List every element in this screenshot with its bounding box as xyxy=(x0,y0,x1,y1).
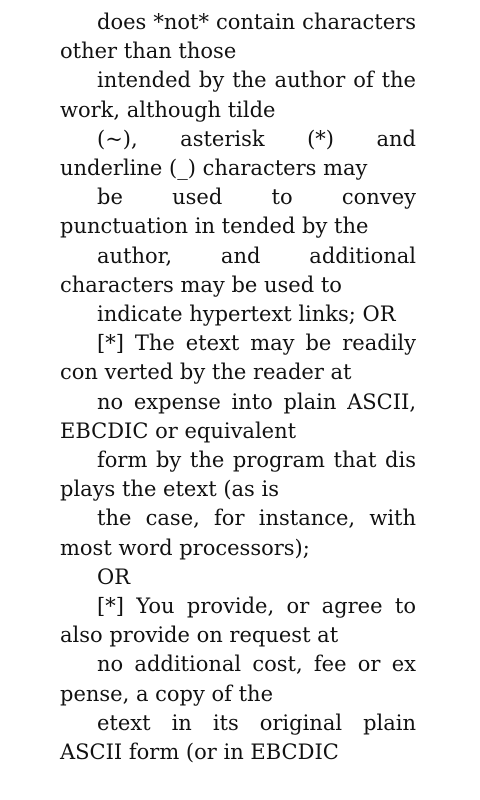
text-paragraph: [*] The etext may be readily con verted by the reader at xyxy=(60,331,416,385)
text-paragraph: (~), asterisk (*) and underline (_) characters may xyxy=(60,126,416,181)
text-paragraph: does *not* contain characters other than those xyxy=(60,10,416,64)
text-paragraph: etext in its original plain ASCII form (or in EBCDIC xyxy=(60,710,416,765)
text-paragraph: indicate hypertext links; OR xyxy=(97,302,396,327)
text-paragraph: be used to convey punctuation in tended by the xyxy=(60,185,416,239)
text-paragraph: OR xyxy=(97,564,131,589)
text-paragraph: author, and additional characters may be used to xyxy=(60,243,416,297)
reader-page[interactable] xyxy=(60,8,416,767)
text-paragraph: no additional cost, fee or ex pense, a copy of the xyxy=(60,652,416,706)
text-paragraph: no expense into plain ASCII, EBCDIC or equivalent xyxy=(60,389,416,443)
text-paragraph: the case, for instance, with most word processors); xyxy=(60,506,416,560)
text-paragraph: intended by the author of the work, although tilde xyxy=(60,68,416,122)
text-paragraph: [*] You provide, or agree to also provide on request at xyxy=(60,594,416,648)
text-paragraph: form by the program that dis plays the etext (as is xyxy=(60,448,416,502)
